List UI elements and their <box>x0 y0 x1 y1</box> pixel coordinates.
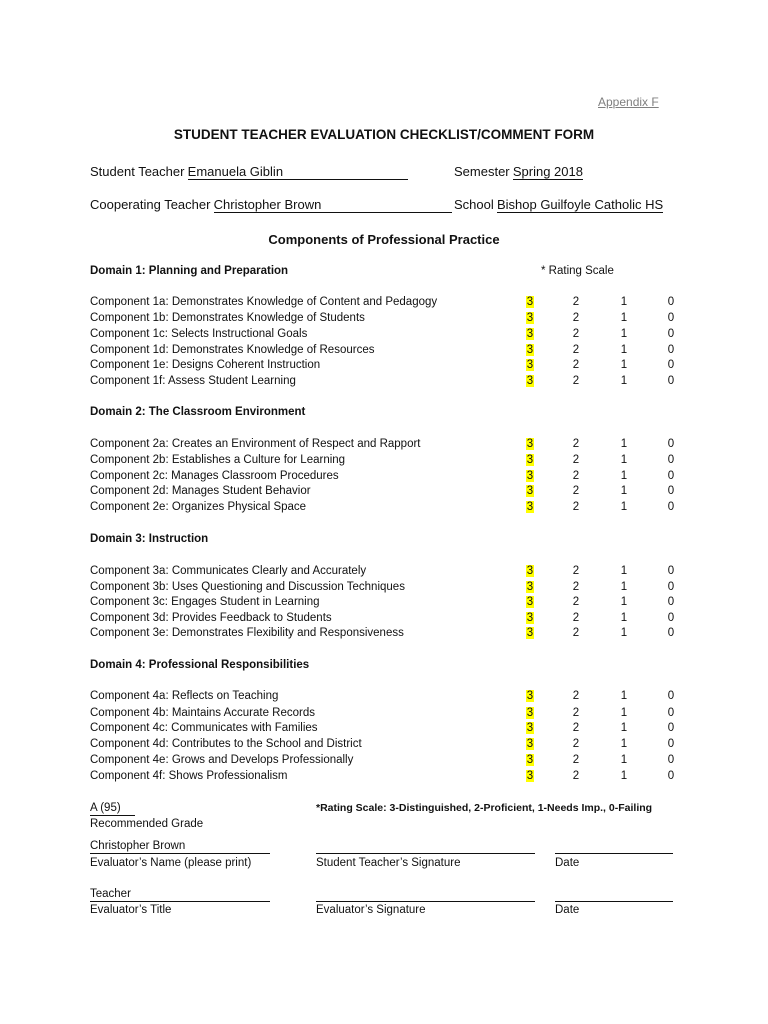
score-0: 0 <box>667 754 675 766</box>
score-2: 2 <box>572 707 580 719</box>
component-label: Component 1d: Demonstrates Knowledge of Resources <box>90 344 375 356</box>
evaluator-name-value: Christopher Brown <box>90 840 186 852</box>
component-row <box>90 454 690 469</box>
score-2: 2 <box>572 296 580 308</box>
score-0: 0 <box>667 296 675 308</box>
component-label: Component 1b: Demonstrates Knowledge of Students <box>90 312 365 324</box>
score-2: 2 <box>572 612 580 624</box>
score-0: 0 <box>667 470 675 482</box>
component-label: Component 1c: Selects Instructional Goals <box>90 328 308 340</box>
component-row <box>90 485 690 500</box>
score-3: 3 <box>526 754 534 766</box>
semester-field <box>454 164 583 180</box>
score-2: 2 <box>572 328 580 340</box>
grade-value <box>90 801 135 816</box>
score-3: 3 <box>526 485 534 497</box>
score-1: 1 <box>620 485 628 497</box>
evaluator-title-label: Evaluator’s Title <box>90 904 172 916</box>
score-1: 1 <box>620 722 628 734</box>
component-label: Component 2d: Manages Student Behavior <box>90 485 311 497</box>
component-label: Component 4a: Reflects on Teaching <box>90 690 279 702</box>
component-label: Component 1e: Designs Coherent Instruction <box>90 359 321 371</box>
score-3: 3 <box>526 359 534 371</box>
component-row <box>90 612 690 627</box>
school-label: School <box>454 197 494 212</box>
score-2: 2 <box>572 581 580 593</box>
score-0: 0 <box>667 312 675 324</box>
score-3: 3 <box>526 707 534 719</box>
component-label: Component 4d: Contributes to the School and District <box>90 738 362 750</box>
score-3: 3 <box>526 312 534 324</box>
component-row <box>90 359 690 374</box>
score-0: 0 <box>667 328 675 340</box>
score-2: 2 <box>572 344 580 356</box>
score-0: 0 <box>667 581 675 593</box>
score-1: 1 <box>620 344 628 356</box>
component-row <box>90 438 690 453</box>
rating-scale-note: *Rating Scale: 3-Distinguished, 2-Proficient, 1-Needs Imp., 0-Failing <box>316 802 653 814</box>
score-2: 2 <box>572 454 580 466</box>
score-2: 2 <box>572 722 580 734</box>
score-2: 2 <box>572 738 580 750</box>
score-0: 0 <box>667 770 675 782</box>
student-teacher-field <box>90 164 408 180</box>
student-signature-label: Student Teacher’s Signature <box>316 857 461 869</box>
school-field <box>454 197 663 213</box>
score-1: 1 <box>620 438 628 450</box>
score-1: 1 <box>620 454 628 466</box>
evaluator-title-value: Teacher <box>90 888 131 900</box>
date-label-2: Date <box>555 904 580 916</box>
score-3: 3 <box>526 581 534 593</box>
score-3: 3 <box>526 296 534 308</box>
score-0: 0 <box>667 612 675 624</box>
score-0: 0 <box>667 738 675 750</box>
score-1: 1 <box>620 596 628 608</box>
score-0: 0 <box>667 359 675 371</box>
component-label: Component 4e: Grows and Develops Professionally <box>90 754 354 766</box>
domain-title: Domain 2: The Classroom Environment <box>90 406 306 418</box>
component-row <box>90 722 690 737</box>
component-row <box>90 328 690 343</box>
semester-value: Spring 2018 <box>512 164 583 179</box>
component-row <box>90 312 690 327</box>
score-1: 1 <box>620 627 628 639</box>
score-3: 3 <box>526 501 534 513</box>
component-row <box>90 738 690 753</box>
score-2: 2 <box>572 770 580 782</box>
score-1: 1 <box>620 707 628 719</box>
evaluator-name-line <box>90 853 270 854</box>
form-title: STUDENT TEACHER EVALUATION CHECKLIST/COMMENT FORM <box>173 127 595 142</box>
score-2: 2 <box>572 485 580 497</box>
component-row <box>90 470 690 485</box>
score-2: 2 <box>572 565 580 577</box>
cooperating-teacher-field <box>90 197 452 213</box>
score-1: 1 <box>620 470 628 482</box>
score-1: 1 <box>620 690 628 702</box>
appendix-label: Appendix F <box>598 95 659 109</box>
score-3: 3 <box>526 627 534 639</box>
component-label: Component 3a: Communicates Clearly and Accurately <box>90 565 367 577</box>
score-0: 0 <box>667 690 675 702</box>
component-label: Component 4f: Shows Professionalism <box>90 770 288 782</box>
domain-title: Domain 3: Instruction <box>90 533 209 545</box>
score-0: 0 <box>667 454 675 466</box>
component-row <box>90 565 690 580</box>
score-1: 1 <box>620 581 628 593</box>
component-row <box>90 501 690 516</box>
score-0: 0 <box>667 438 675 450</box>
score-3: 3 <box>526 596 534 608</box>
component-row <box>90 754 690 769</box>
score-0: 0 <box>667 375 675 387</box>
score-3: 3 <box>526 770 534 782</box>
domain-title: Domain 1: Planning and Preparation <box>90 265 289 277</box>
score-3: 3 <box>526 438 534 450</box>
score-1: 1 <box>620 501 628 513</box>
score-3: 3 <box>526 612 534 624</box>
rating-scale-header: * Rating Scale <box>541 265 614 277</box>
score-2: 2 <box>572 627 580 639</box>
score-3: 3 <box>526 470 534 482</box>
score-0: 0 <box>667 627 675 639</box>
score-2: 2 <box>572 375 580 387</box>
component-row <box>90 596 690 611</box>
score-2: 2 <box>572 438 580 450</box>
score-1: 1 <box>620 296 628 308</box>
score-2: 2 <box>572 501 580 513</box>
score-2: 2 <box>572 754 580 766</box>
component-label: Component 4c: Communicates with Families <box>90 722 318 734</box>
component-label: Component 2b: Establishes a Culture for Learning <box>90 454 346 466</box>
student-teacher-label: Student Teacher <box>90 164 185 179</box>
score-3: 3 <box>526 565 534 577</box>
date-label-1: Date <box>555 857 580 869</box>
date-line-2 <box>555 901 673 902</box>
component-row <box>90 707 690 722</box>
score-1: 1 <box>620 565 628 577</box>
component-label: Component 2a: Creates an Environment of Respect and Rapport <box>90 438 421 450</box>
semester-label: Semester <box>454 164 510 179</box>
evaluator-signature-line <box>316 901 535 902</box>
grade-text: A (95) <box>90 801 135 816</box>
component-row <box>90 344 690 359</box>
cooperating-teacher-value: Christopher Brown <box>214 197 452 213</box>
score-2: 2 <box>572 359 580 371</box>
score-2: 2 <box>572 470 580 482</box>
component-row <box>90 690 690 705</box>
score-2: 2 <box>572 596 580 608</box>
score-0: 0 <box>667 344 675 356</box>
component-row <box>90 627 690 642</box>
component-row <box>90 581 690 596</box>
score-3: 3 <box>526 722 534 734</box>
score-0: 0 <box>667 565 675 577</box>
component-label: Component 2e: Organizes Physical Space <box>90 501 307 513</box>
evaluator-title-line <box>90 901 270 902</box>
score-3: 3 <box>526 690 534 702</box>
component-row <box>90 296 690 311</box>
evaluator-name-label: Evaluator’s Name (please print) <box>90 857 252 869</box>
score-2: 2 <box>572 312 580 324</box>
score-1: 1 <box>620 375 628 387</box>
domain-title: Domain 4: Professional Responsibilities <box>90 659 310 671</box>
score-1: 1 <box>620 312 628 324</box>
score-3: 3 <box>526 375 534 387</box>
score-0: 0 <box>667 485 675 497</box>
score-3: 3 <box>526 454 534 466</box>
date-line-1 <box>555 853 673 854</box>
score-0: 0 <box>667 707 675 719</box>
school-value: Bishop Guilfoyle Catholic HS <box>496 197 664 212</box>
score-0: 0 <box>667 596 675 608</box>
score-1: 1 <box>620 359 628 371</box>
score-2: 2 <box>572 690 580 702</box>
component-row <box>90 375 690 390</box>
score-1: 1 <box>620 770 628 782</box>
grade-label: Recommended Grade <box>90 818 204 830</box>
score-3: 3 <box>526 328 534 340</box>
score-1: 1 <box>620 738 628 750</box>
component-label: Component 4b: Maintains Accurate Records <box>90 707 316 719</box>
component-label: Component 3b: Uses Questioning and Discussion Techniques <box>90 581 405 593</box>
score-1: 1 <box>620 328 628 340</box>
score-1: 1 <box>620 612 628 624</box>
section-subtitle: Components of Professional Practice <box>268 232 500 247</box>
component-label: Component 3c: Engages Student in Learning <box>90 596 320 608</box>
component-label: Component 3d: Provides Feedback to Students <box>90 612 332 624</box>
component-row <box>90 770 690 785</box>
component-label: Component 1a: Demonstrates Knowledge of Content and Pedagogy <box>90 296 438 308</box>
student-signature-line <box>316 853 535 854</box>
score-3: 3 <box>526 344 534 356</box>
component-label: Component 2c: Manages Classroom Procedures <box>90 470 339 482</box>
cooperating-teacher-label: Cooperating Teacher <box>90 197 211 212</box>
component-label: Component 3e: Demonstrates Flexibility and Responsiveness <box>90 627 404 639</box>
student-teacher-value: Emanuela Giblin <box>188 164 408 180</box>
score-3: 3 <box>526 738 534 750</box>
score-0: 0 <box>667 501 675 513</box>
evaluator-signature-label: Evaluator’s Signature <box>316 904 426 916</box>
component-label: Component 1f: Assess Student Learning <box>90 375 296 387</box>
score-0: 0 <box>667 722 675 734</box>
score-1: 1 <box>620 754 628 766</box>
